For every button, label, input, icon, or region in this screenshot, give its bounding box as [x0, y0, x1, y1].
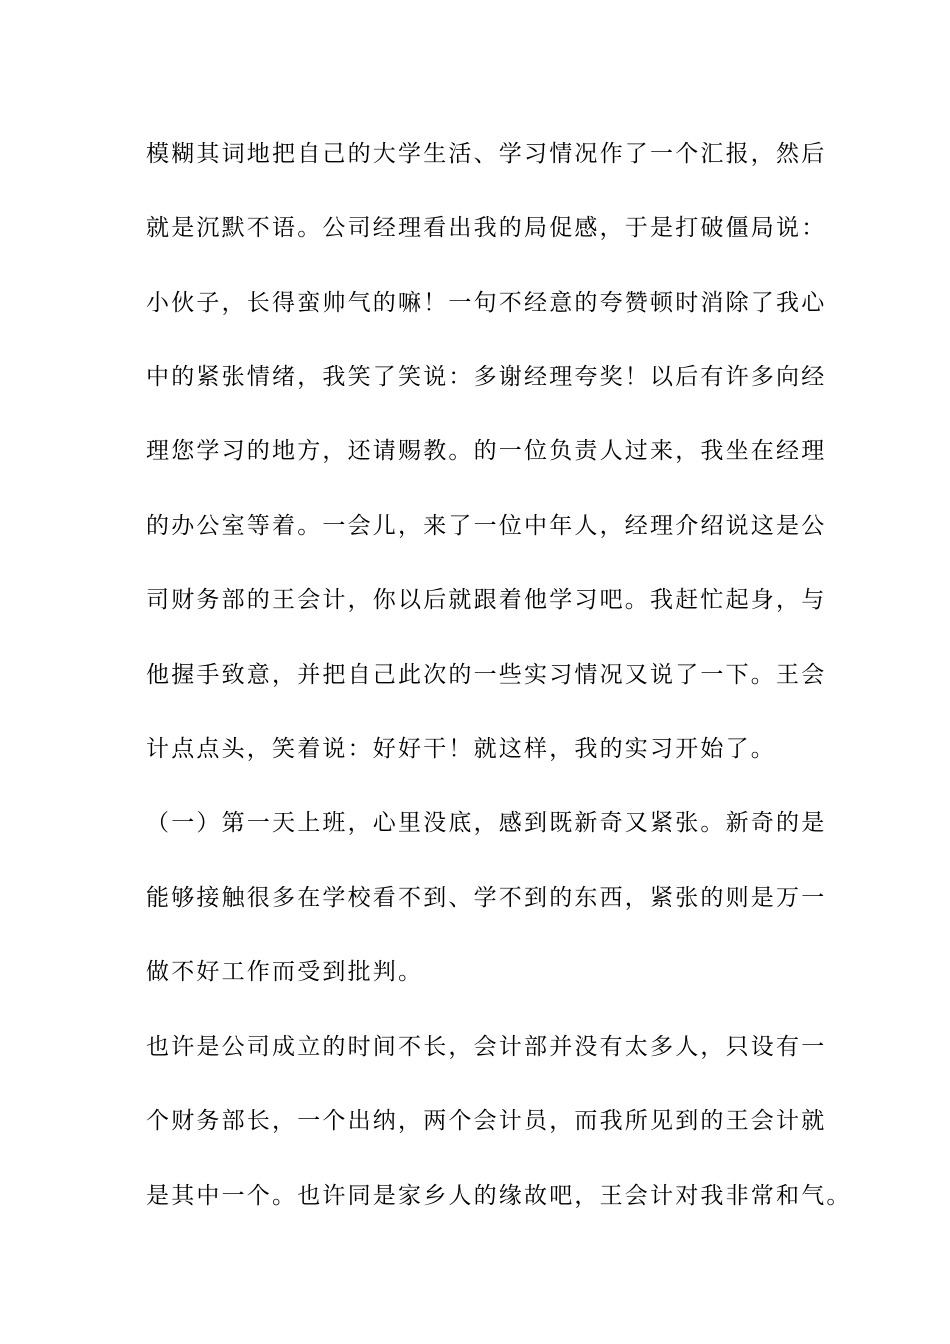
- text-line-5: 理您学习的地方，还请赐教。的一位负责人过来，我坐在经理: [146, 438, 827, 464]
- text-line-1: 模糊其词地把自己的大学生活、学习情况作了一个汇报，然后: [146, 141, 827, 167]
- text-line-3: 小伙子，长得蛮帅气的嘛！一句不经意的夸赞顿时消除了我心: [146, 290, 827, 316]
- text-line-6: 的办公室等着。一会儿，来了一位中年人，经理介绍说这是公: [146, 513, 827, 539]
- text-line-11: 能够接触很多在学校看不到、学不到的东西，紧张的则是万一: [146, 885, 827, 911]
- text-line-4: 中的紧张情绪，我笑了笑说：多谢经理夸奖！以后有许多向经: [146, 364, 827, 390]
- text-line-14: 个财务部长，一个出纳，两个会计员，而我所见到的王会计就: [146, 1108, 827, 1134]
- text-line-7: 司财务部的王会计，你以后就跟着他学习吧。我赶忙起身，与: [146, 587, 827, 613]
- text-line-8: 他握手致意，并把自己此次的一些实习情况又说了一下。王会: [146, 662, 827, 688]
- text-line-9: 计点点头，笑着说：好好干！就这样，我的实习开始了。: [146, 736, 776, 762]
- text-line-13: 也许是公司成立的时间不长，会计部并没有太多人，只设有一: [146, 1034, 827, 1060]
- text-line-2: 就是沉默不语。公司经理看出我的局促感，于是打破僵局说：: [146, 215, 827, 241]
- text-line-12: 做不好工作而受到批判。: [146, 959, 424, 985]
- text-line-10: （一）第一天上班，心里没底，感到既新奇又紧张。新奇的是: [146, 810, 827, 836]
- text-line-15: 是其中一个。也许同是家乡人的缘故吧，王会计对我非常和气。: [146, 1183, 852, 1209]
